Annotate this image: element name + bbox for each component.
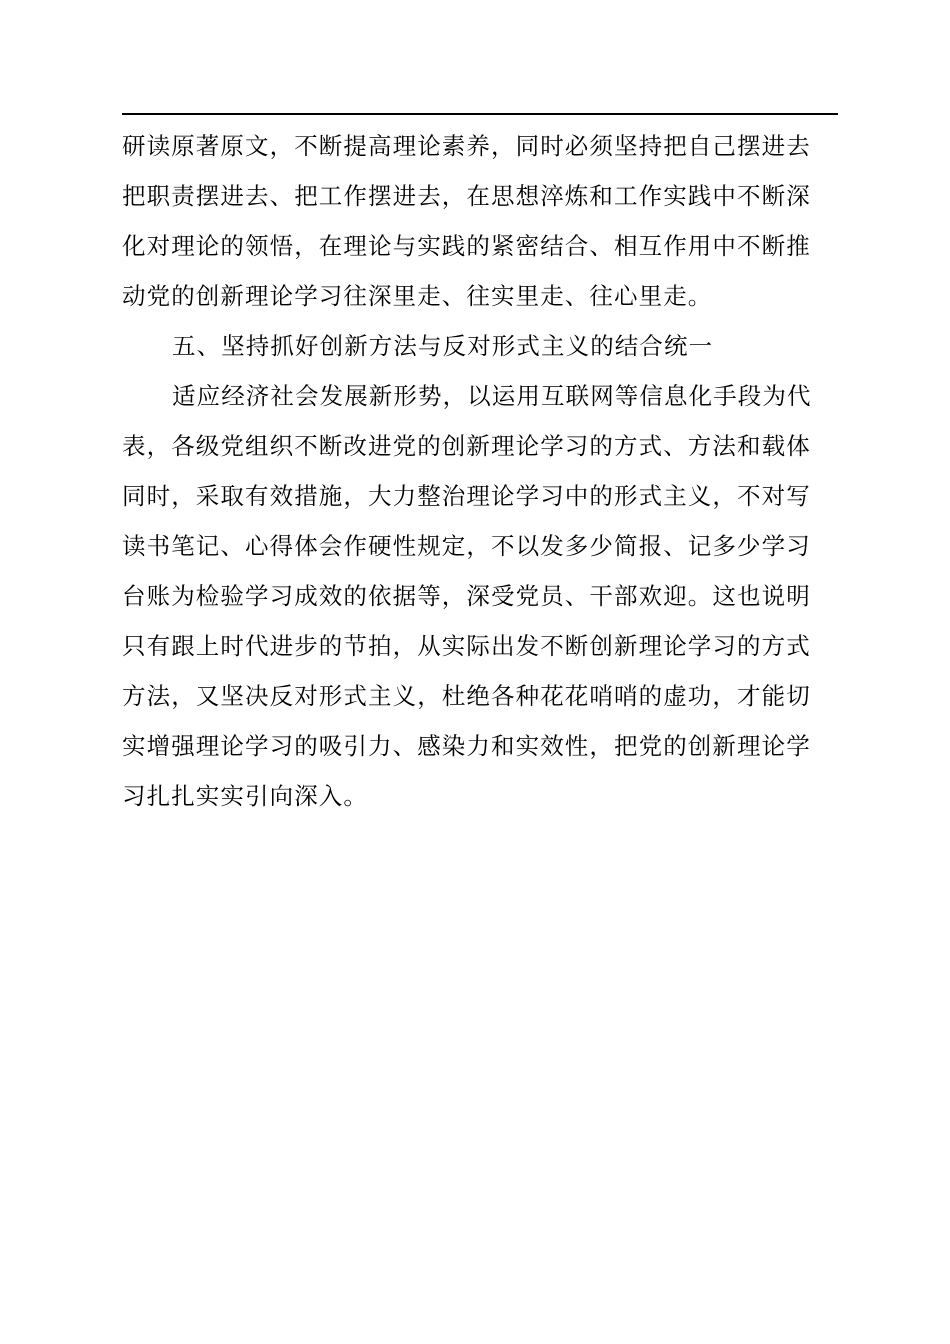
header-rule bbox=[122, 113, 838, 115]
text-line: 动党的创新理论学习往深里走、往实里走、往心里走。 bbox=[122, 282, 713, 310]
text-line: 读书笔记、心得体会作硬性规定，不以发多少简报、记多少学习 bbox=[122, 532, 811, 560]
text-line: 习扎扎实实引向深入。 bbox=[122, 782, 368, 810]
text-line: 只有跟上时代进步的节拍，从实际出发不断创新理论学习的方式 bbox=[122, 632, 811, 660]
text-line: 化对理论的领悟，在理论与实践的紧密结合、相互作用中不断推 bbox=[122, 232, 811, 260]
body-text bbox=[122, 121, 838, 821]
text-line: 实增强理论学习的吸引力、感染力和实效性，把党的创新理论学 bbox=[122, 732, 811, 760]
text-line: 研读原著原文，不断提高理论素养，同时必须坚持把自己摆进去 bbox=[122, 132, 811, 160]
text-line: 方法，又坚决反对形式主义，杜绝各种花花哨哨的虚功，才能切 bbox=[122, 682, 811, 710]
text-line: 适应经济社会发展新形势，以运用互联网等信息化手段为代 bbox=[172, 382, 812, 410]
text-line: 台账为检验学习成效的依据等，深受党员、干部欢迎。这也说明 bbox=[122, 582, 811, 610]
text-line: 表，各级党组织不断改进党的创新理论学习的方式、方法和载体 bbox=[122, 432, 811, 460]
text-line: 同时，采取有效措施，大力整治理论学习中的形式主义，不对写 bbox=[122, 482, 811, 510]
section-heading: 五、坚持抓好创新方法与反对形式主义的结合统一 bbox=[172, 332, 714, 360]
text-line: 把职责摆进去、把工作摆进去，在思想淬炼和工作实践中不断深 bbox=[122, 182, 811, 210]
